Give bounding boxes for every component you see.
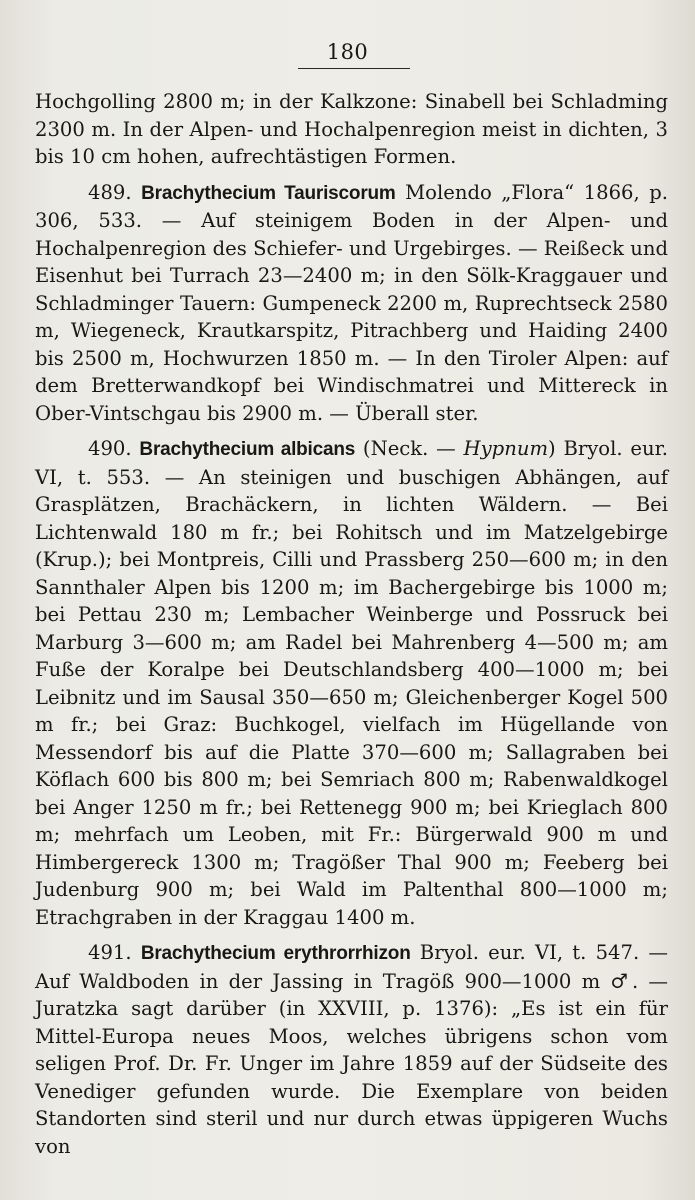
entry-text: (Neck. — [355, 437, 464, 460]
entry-490 [35, 435, 668, 931]
header-rule [298, 68, 410, 69]
entry-number: 489. [88, 180, 132, 204]
entry-text: Bryol. eur. VI, t. 547. — Auf Waldboden in der Jassing in Tragöß 900—1000 m ♂. — Juratzka sagt darüber (in XXVIII, p. 1376): „Es ist ein für Mittel-Europa neues Moos, welches übrigens schon vom seligen Prof. Dr. Fr. Unger im Jahre 1859 auf der Südseite des Venediger gefunden wurde. Die Exemplare von beiden Standorten sind steril und nur durch etwas üppigeren Wuchs von [35, 941, 669, 1158]
intro-paragraph: Hochgolling 2800 m; in der Kalkzone: Sinabell bei Schladming 2300 m. In der Alpen- und Hochalpenregion meist in dichten, 3 bis 10 cm hohen, aufrechtästigen Formen. [35, 90, 668, 168]
entry-489 [35, 179, 668, 428]
synonym-genus: Hypnum [463, 437, 549, 460]
entry-text-continued: ) Bryol. eur. VI, t. 553. — An steinigen und buschigen Abhängen, auf Grasplätzen, Brachäckern, in lichten Wäldern. — Bei Lichtenwald 180 m fr.; bei Rohitsch und im Matzelgebirge (Krup.); bei Montpreis, Cilli und Prassberg 250—600 m; in den Sannthaler Alpen bis 1200 m; im Bachergebirge bis 1000 m; bei Pettau 230 m; Lembacher Weinberge und Possruck bei Marburg 3—600 m; am Radel bei Mahrenberg 4—500 m; am Fuße der Koralpe bei Deutschlandsberg 400—1000 m; bei Leibnitz und im Sausal 350—650 m; Gleichenberger Kogel 500 m fr.; bei Graz: Buchkogel, vielfach im Hügellande von Messendorf bis auf die Platte 370—600 m; Sallagraben bei Köflach 600 bis 800 m; bei Semriach 800 m; Rabenwaldkogel bei Anger 1250 m fr.; bei Rettenegg 900 m; bei Krieglach 800 m; mehrfach um Leoben, mit Fr.: Bürgerwald 900 m und Himbergereck 1300 m; Tragößer Thal 900 m; Feeberg bei Judenburg 900 m; bei Wald im Paltenthal 800—1000 m; Etrachgraben in der Kraggau 1400 m. [35, 437, 669, 929]
species-name: Brachythecium erythrorrhizon [140, 943, 411, 964]
entry-491 [35, 939, 668, 1160]
species-name: Brachythecium albicans [139, 439, 356, 460]
page-body [35, 88, 668, 1168]
entry-number: 491. [88, 941, 132, 964]
entry-number: 490. [88, 437, 132, 460]
entry-text: Molendo „Flora“ 1866, p. 306, 533. — Auf steinigem Boden in der Alpen- und Hochalpenregion des Schiefer- und Urgebirges. — Reißeck und Eisenhut bei Turrach 23—2400 m; in den Sölk-Kraggauer und Schladminger Tauern: Gumpeneck 2200 m, Ruprechtseck 2580 m, Wiegeneck, Krautkarspitz, Pitrachberg und Haiding 2400 bis 2500 m, Hochwurzen 1850 m. — In den Tiroler Alpen: auf dem Bretterwandkopf bei Windischmatrei und Mittereck in Ober-Vintschgau bis 2900 m. — Überall ster. [35, 180, 668, 425]
page-number: 180 [326, 40, 369, 64]
species-name: Brachythecium Tauriscorum [141, 182, 396, 204]
